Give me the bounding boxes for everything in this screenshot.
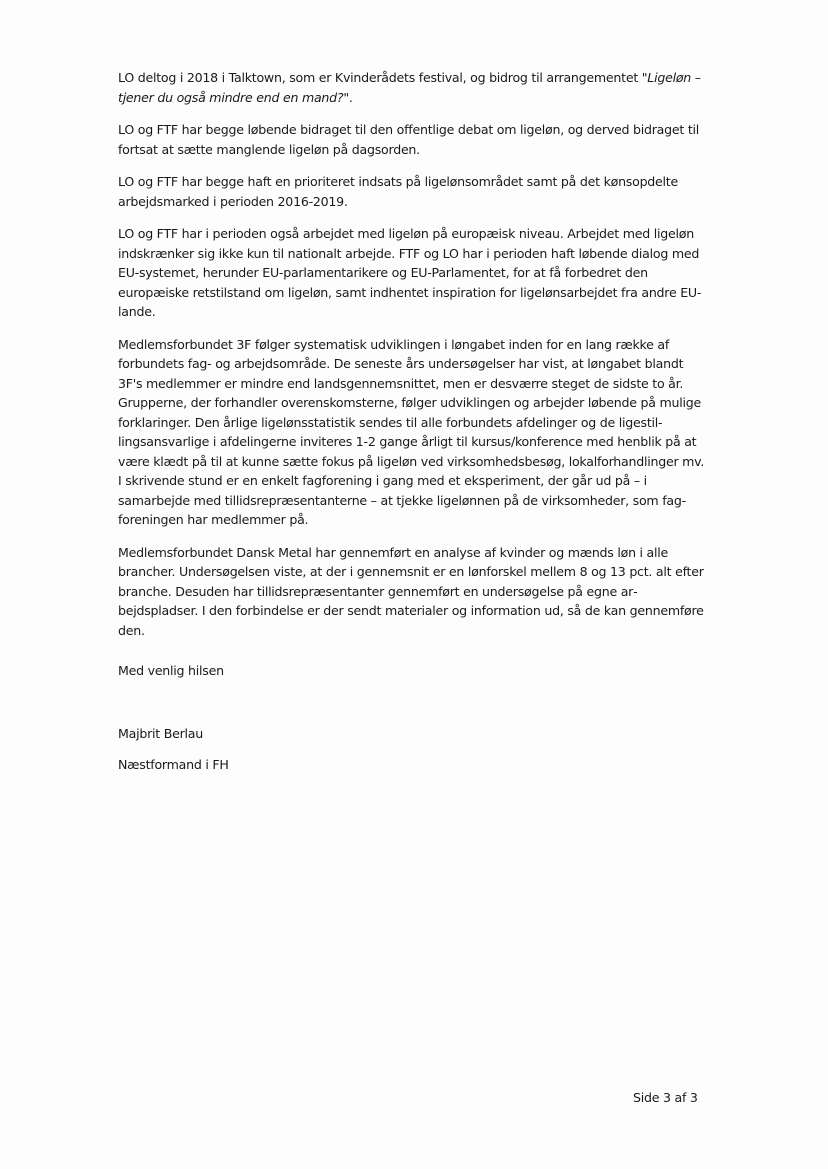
event-title: "Ligeløn – tjener du også mindre end en mand?" xyxy=(118,70,701,105)
paragraph-priority: LO og FTF har begge haft en prioriteret indsats på ligelønsområdet samt på det kønsopdelte arbejdsmarked i perioden 2016-2019. xyxy=(118,174,678,209)
signer-name: Majbrit Berlau xyxy=(118,726,203,741)
signer-title: Næstformand i FH xyxy=(118,756,229,772)
letter-body xyxy=(118,68,710,653)
paragraph-talktown-text: LO deltog i 2018 i Talktown, som er Kvinderådets festival, og bidrog til arrangementet xyxy=(118,70,642,85)
paragraph-talktown-end: . xyxy=(348,89,353,105)
page-number: Side 3 af 3 xyxy=(633,1090,698,1105)
closing-salutation: Med venlig hilsen xyxy=(118,663,224,678)
paragraph-talktown xyxy=(118,68,710,107)
paragraph-dansk-metal: Medlemsforbundet Dansk Metal har gennemført en analyse af kvinder og mænds løn i alle brancher. Undersøgelsen viste, at der i gennemsnit er en lønforskel mellem 8 og 13 pct. alt efter branche. Desuden har tillidsrepræsentanter gennemført en undersøgelse på egne arbejdspladser. I den forbindelse er der sendt materialer og information ud, så de kan gennemføre den. xyxy=(118,544,704,638)
paragraph-3f: Medlemsforbundet 3F følger systematisk udviklingen i løngabet inden for en lang række af forbundets fag- og arbejdsområde. De seneste års undersøgelser har vist, at løngabet blandt 3F's medlemmer er mindre end landsgennemsnittet, men er desværre steget de sidste to år. Grupperne, der forhandler overenskomsterne, følger udviklingen og arbejder løbende på mulige forklaringer. Den årlige ligelønsstatistik sendes til alle forbundets afdelinger og de ligestillingsansvarlige i afdelingerne inviteres 1-2 gange årligt til kursus/konference med henblik på at være klædt på til at kunne sætte fokus på ligeløn ved virksomhedsbesøg, lokalforhandlinger mv. I skrivende stund er en enkelt fagforening i gang med et eksperiment, der går ud på – i samarbejde med tillidsrepræsentanterne – at tjekke ligelønnen på de virksomheder, som fagforeningen har medlemmer på. xyxy=(118,336,705,527)
paragraph-european-level: LO og FTF har i perioden også arbejdet med ligeløn på europæisk niveau. Arbejdet med ligeløn indskrænker sig ikke kun til nationalt arbejde. FTF og LO har i perioden haft løbende dialog med EU-systemet, herunder EU-parlamentarikere og EU-Parlamentet, for at få forbedret den europæiske retstilstand om ligeløn, samt indhentet inspiration for ligelønsarbejdet fra andre EU-lande. xyxy=(118,226,702,319)
signature-block xyxy=(118,724,229,774)
paragraph-public-debate: LO og FTF har begge løbende bidraget til den offentlige debat om ligeløn, og derved bidraget til fortsat at sætte manglende ligeløn på dagsorden. xyxy=(118,122,700,157)
